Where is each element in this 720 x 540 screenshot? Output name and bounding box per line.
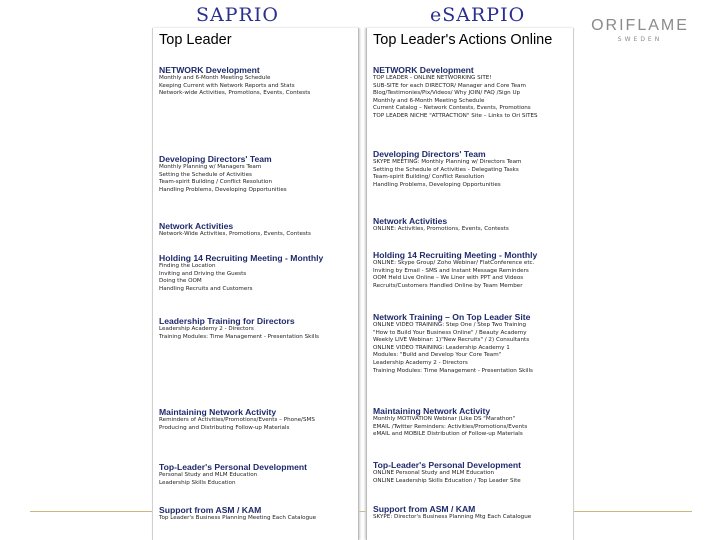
section-line: Monthly and 6-Month Meeting Schedule <box>373 97 485 104</box>
section-title: NETWORK Development <box>159 65 260 75</box>
section-line: SUB-SITE for each DIRECTOR/ Manager and Core Team <box>373 82 526 89</box>
section-line: Leadership Academy 2 - Directors <box>373 359 468 366</box>
section-title: Developing Directors' Team <box>159 154 272 164</box>
online-actions-column <box>366 28 574 540</box>
section-line: EMAIL /Twitter Reminders: Activities/Promotions/Events <box>373 423 528 430</box>
section <box>373 149 571 189</box>
section-title: Maintaining Network Activity <box>373 406 491 416</box>
section-line: eMAIL and MOBILE Distribution of Follow-up Materials <box>373 431 523 438</box>
section-line: Top Leader's Business Planning Meeting Each Catalogue <box>159 515 317 521</box>
section-line: TOP LEADER - ONLINE NETWORKING SITE! <box>373 75 492 81</box>
section <box>159 505 356 523</box>
section-title: Developing Directors' Team <box>373 149 486 159</box>
section-title: Maintaining Network Activity <box>159 407 277 417</box>
section <box>159 154 356 194</box>
gold-divider-right <box>574 511 692 512</box>
section-line: Weekly LIVE Webinar: 1)"New Recruits" / 2) Consultants <box>373 337 530 344</box>
section-title: Holding 14 Recruiting Meeting - Monthly <box>373 250 538 260</box>
section-line: SKYPE MEETING: Monthly Planning w/ Directors Team <box>373 159 522 165</box>
section-line: OOM Held Live Online – We Liner with PPT and Videos <box>373 275 524 282</box>
section-line: Inviting by Email - SMS and Instant Message Reminders <box>373 267 529 274</box>
gold-divider-middle <box>359 511 366 512</box>
section-title: Support from ASM / KAM <box>159 505 262 515</box>
section-line: Leadership Academy 2 - Directors <box>159 326 254 332</box>
section-line: ONLINE VIDEO TRAINING: Step One / Step Two Training <box>373 322 527 328</box>
section-title: Network Training – On Top Leader Site <box>373 312 531 322</box>
section <box>159 316 356 341</box>
section-line: Network-Wide Activities, Promotions, Events, Contests <box>159 231 311 237</box>
oriflame-logo <box>583 17 697 43</box>
section <box>373 406 571 439</box>
section-line: Training Modules: Time Management - Presentation Skills <box>373 367 533 374</box>
section <box>373 312 571 375</box>
section <box>159 407 356 432</box>
section-line: "How to Build Your Business Online" / Beauty Academy <box>373 329 527 336</box>
section-title: Network Activities <box>159 221 234 231</box>
section-title: Network Activities <box>373 216 448 226</box>
oriflame-sub: SWEDEN <box>617 36 663 43</box>
gold-divider-left <box>30 511 152 512</box>
section-line: Current Catalog – Network Contests, Events, Promotions <box>373 105 531 112</box>
column-title: Top Leader's Actions Online <box>373 32 553 48</box>
section-title: Leadership Training for Directors <box>159 316 295 326</box>
section-line: Monthly MOTIVATION Webinar (Like DS "Marathon" <box>373 416 516 422</box>
section <box>373 65 571 121</box>
section-title: NETWORK Development <box>373 65 474 75</box>
oriflame-name: ORIFLAME <box>591 17 689 34</box>
section-line: Setting the Schedule of Activities <box>159 171 252 178</box>
section <box>159 221 356 239</box>
section-line: Handling Problems, Developing Opportunities <box>159 186 287 193</box>
section-title: Top-Leader's Personal Development <box>159 462 308 472</box>
section <box>373 504 571 522</box>
section-line: ONLINE Leadership Skills Education / Top Leader Site <box>373 477 521 484</box>
section-line: Network-wide Activities, Promotions, Events, Contests <box>159 90 311 97</box>
section-line: Leadership Skills Education <box>159 479 236 486</box>
section <box>159 462 356 487</box>
section-line: Personal Study and MLM Education <box>159 472 258 478</box>
section-line: Setting the Schedule of Activities - Delegating Tasks <box>373 166 519 173</box>
section-line: Recruits/Customers Handled Online by Team Member <box>373 282 523 289</box>
section-line: Handling Problems, Developing Opportunities <box>373 181 501 188</box>
section-line: Finding the Location <box>159 263 216 269</box>
section-line: ONLINE: Activities, Promotions, Events, Contests <box>373 226 509 232</box>
section-line: SKYPE: Director's Business Planning Mtg Each Catalogue <box>373 514 532 520</box>
section-line: ONLINE: Skype Group/ Zoho Webinar/ FlatConference etc. <box>373 260 535 266</box>
section-line: Doing the OOM <box>159 278 202 285</box>
section <box>373 250 571 290</box>
section-line: Modules: "Build and Develop Your Core Team" <box>373 352 502 359</box>
section-line: Team-spirit Building/ Conflict Resolution <box>373 174 485 181</box>
section-title: Holding 14 Recruiting Meeting - Monthly <box>159 253 324 263</box>
section-line: Training Modules: Time Management - Presentation Skills <box>159 333 319 340</box>
section-line: Monthly and 6-Month Meeting Schedule <box>159 75 271 81</box>
section-line: Team-spirit Building / Conflict Resolution <box>159 179 273 186</box>
section-line: Handling Recruits and Customers <box>159 285 253 292</box>
esarpio-logo: eSARPIO <box>430 4 526 26</box>
saprio-logo: SAPRIO <box>196 4 279 26</box>
section-line: Producing and Distributing Follow-up Materials <box>159 424 290 431</box>
section-line: TOP LEADER NICHE "ATTRACTION" Site – Links to Ori SITES <box>373 112 538 119</box>
section <box>373 216 571 234</box>
section-line: Keeping Current with Network Reports and Stats <box>159 82 295 89</box>
section-line: ONLINE VIDEO TRAINING: Leadership Academy 1 <box>373 344 510 351</box>
section-line: ONLINE Personal Study and MLM Education <box>373 470 495 476</box>
section <box>159 65 356 98</box>
section-line: Inviting and Driving the Guests <box>159 270 247 277</box>
section-title: Support from ASM / KAM <box>373 504 476 514</box>
column-title: Top Leader <box>159 32 232 48</box>
section <box>159 253 356 293</box>
section-line: Blog/Testimonies/Pix/Videos/ Why JOIN/ FAQ /Sign Up <box>373 90 521 97</box>
top-leader-column <box>152 28 359 540</box>
section <box>373 460 571 485</box>
section-title: Top-Leader's Personal Development <box>373 460 522 470</box>
section-line: Reminders of Activities/Promotions/Events – Phone/SMS <box>159 417 315 423</box>
section-line: Monthly Planning w/ Managers Team <box>159 164 262 170</box>
